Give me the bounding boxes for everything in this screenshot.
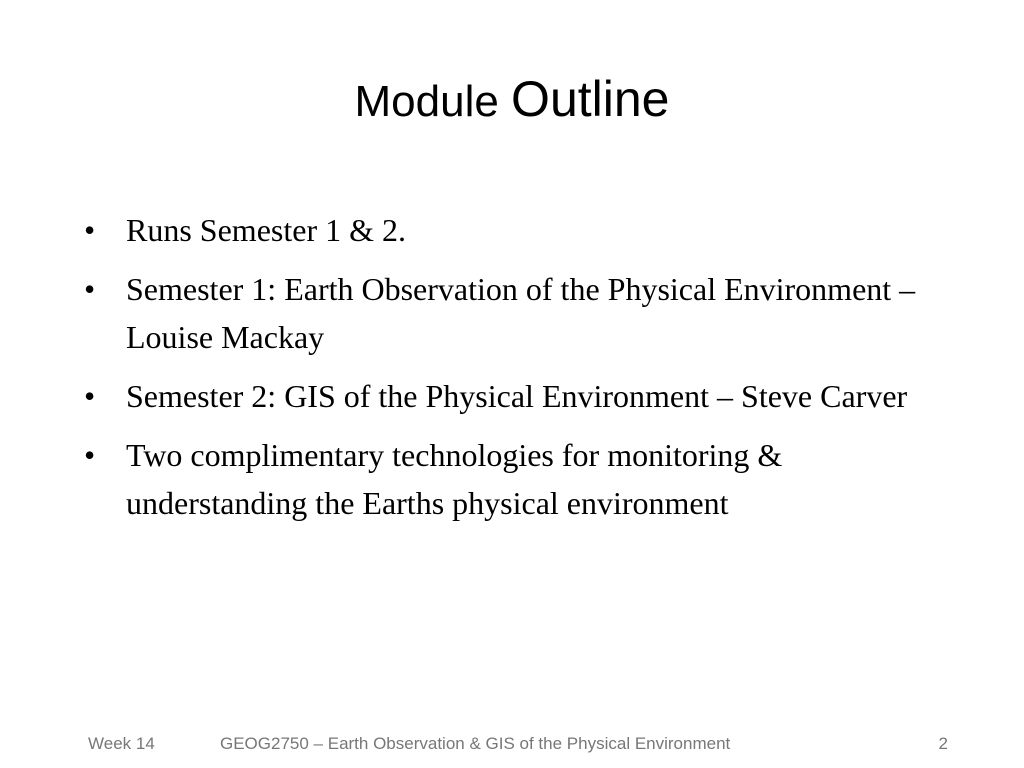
bullet-item <box>84 265 954 361</box>
bullet-icon: • <box>84 271 96 307</box>
footer-week: Week 14 <box>88 734 155 753</box>
slide-title <box>0 72 1024 127</box>
bullet-item <box>84 372 954 420</box>
bullet-icon: • <box>84 212 96 248</box>
bullet-text: Runs Semester 1 & 2. <box>126 212 406 248</box>
bullet-list <box>84 206 954 538</box>
bullet-text: Semester 1: Earth Observation of the Physical Environment – Louise Mackay <box>126 271 916 355</box>
bullet-icon: • <box>84 378 96 414</box>
footer-course-title: GEOG2750 – Earth Observation & GIS of the Physical Environment <box>220 734 731 753</box>
slide-title-part1: Module <box>354 77 512 126</box>
footer-page-number: 2 <box>938 734 948 753</box>
bullet-text: Two complimentary technologies for monitoring & understanding the Earths physical environment <box>126 437 783 521</box>
slide-title-part2: Outline <box>511 71 670 127</box>
bullet-text: Semester 2: GIS of the Physical Environment – Steve Carver <box>126 378 908 414</box>
bullet-icon: • <box>84 437 96 473</box>
bullet-item <box>84 431 954 527</box>
bullet-item <box>84 206 954 254</box>
